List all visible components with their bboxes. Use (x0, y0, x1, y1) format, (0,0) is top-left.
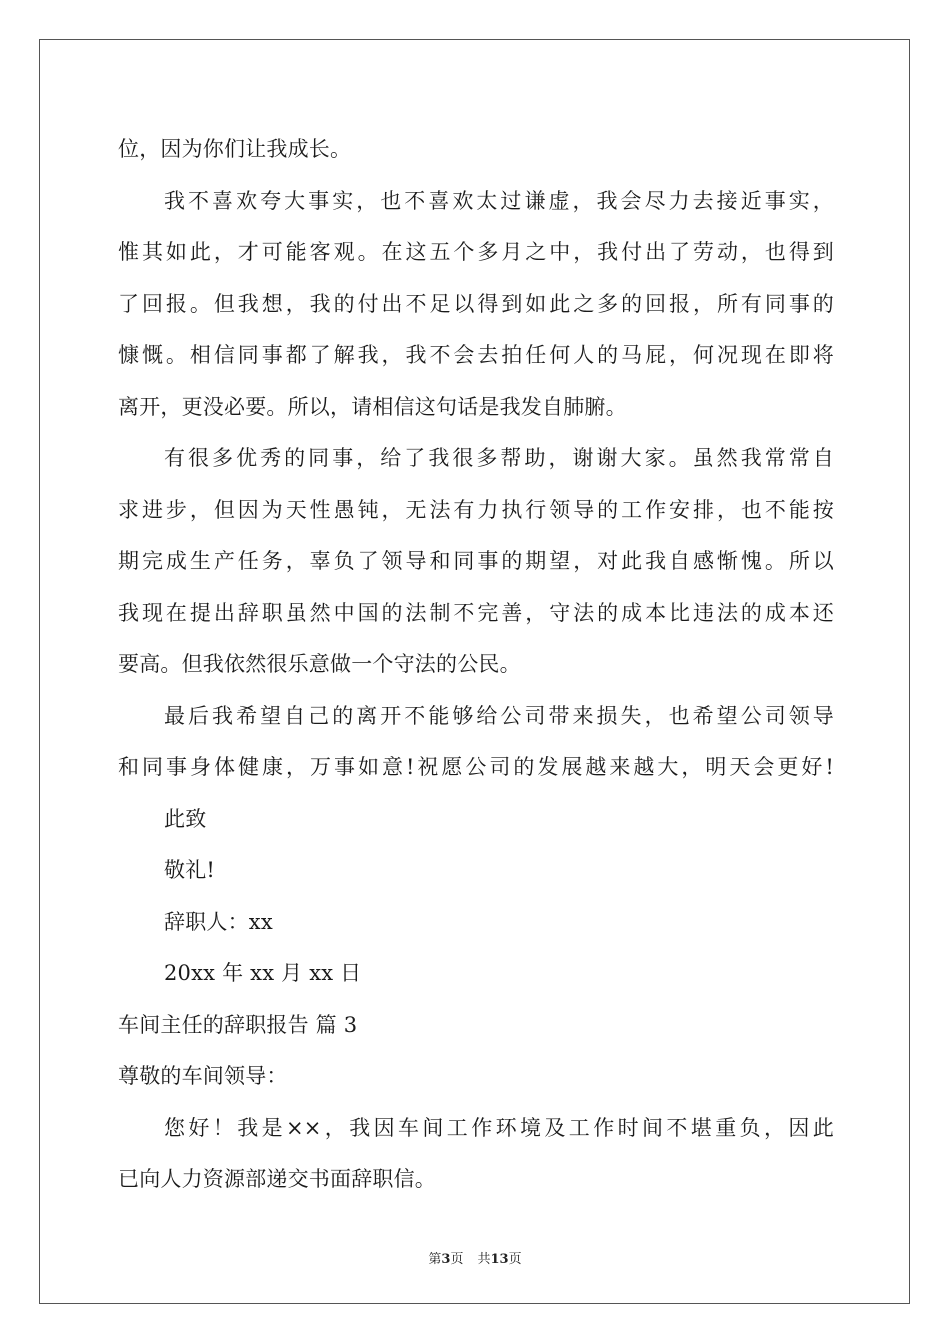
text-line: 您好！我是××，我因车间工作环境及工作时间不堪重负，因此 (164, 1115, 834, 1140)
text-line: 离开，更没必要。所以，请相信这句话是我发自肺腑。 (118, 394, 627, 419)
closing-salutation: 此致 (164, 806, 207, 831)
text-line: 有很多优秀的同事，给了我很多帮助，谢谢大家。虽然我常常自 (164, 446, 834, 470)
text-line: 我不喜欢夸大事实，也不喜欢太过谦虚，我会尽力去接近事实， (164, 188, 834, 213)
closing-regards: 敬礼! (164, 858, 216, 882)
text-line: 了回报。但我想，我的付出不足以得到如此之多的回报，所有同事的 (118, 291, 834, 316)
text-line: 慷慨。相信同事都了解我，我不会去拍任何人的马屁，何况现在即将 (118, 343, 834, 367)
text-line: 求进步，但因为天性愚钝，无法有力执行领导的工作安排，也不能按 (118, 497, 834, 522)
text-line: 位，因为你们让我成长。 (118, 137, 352, 161)
text-line: 和同事身体健康，万事如意!祝愿公司的发展越来越大，明天会更好! (118, 755, 834, 779)
text-line: 最后我希望自己的离开不能够给公司带来损失，也希望公司领导 (164, 703, 834, 728)
text-line: 已向人力资源部递交书面辞职信。 (118, 1167, 436, 1191)
total-page-number: 13 (490, 1252, 509, 1267)
date-line: 20xx 年 xx 月 xx 日 (164, 961, 362, 985)
text-line: 期完成生产任务，辜负了领导和同事的期望，对此我自感惭愧。所以 (118, 549, 834, 573)
section-title: 车间主任的辞职报告 篇 3 (118, 1012, 358, 1037)
text-line: 要高。但我依然很乐意做一个守法的公民。 (118, 652, 521, 676)
text-line: 惟其如此，才可能客观。在这五个多月之中，我付出了劳动，也得到 (118, 240, 834, 264)
total-prefix: 共 (477, 1252, 491, 1267)
page-footer (0, 1248, 950, 1267)
document-body (118, 124, 834, 1206)
page-prefix: 第 (428, 1252, 442, 1267)
greeting-line: 尊敬的车间领导： (118, 1064, 288, 1088)
total-suffix: 页 (508, 1252, 522, 1267)
current-page-number: 3 (441, 1252, 451, 1267)
signature-line: 辞职人：xx (164, 909, 273, 934)
text-line: 我现在提出辞职虽然中国的法制不完善，守法的成本比违法的成本还 (118, 600, 834, 625)
page-suffix: 页 (450, 1252, 464, 1267)
